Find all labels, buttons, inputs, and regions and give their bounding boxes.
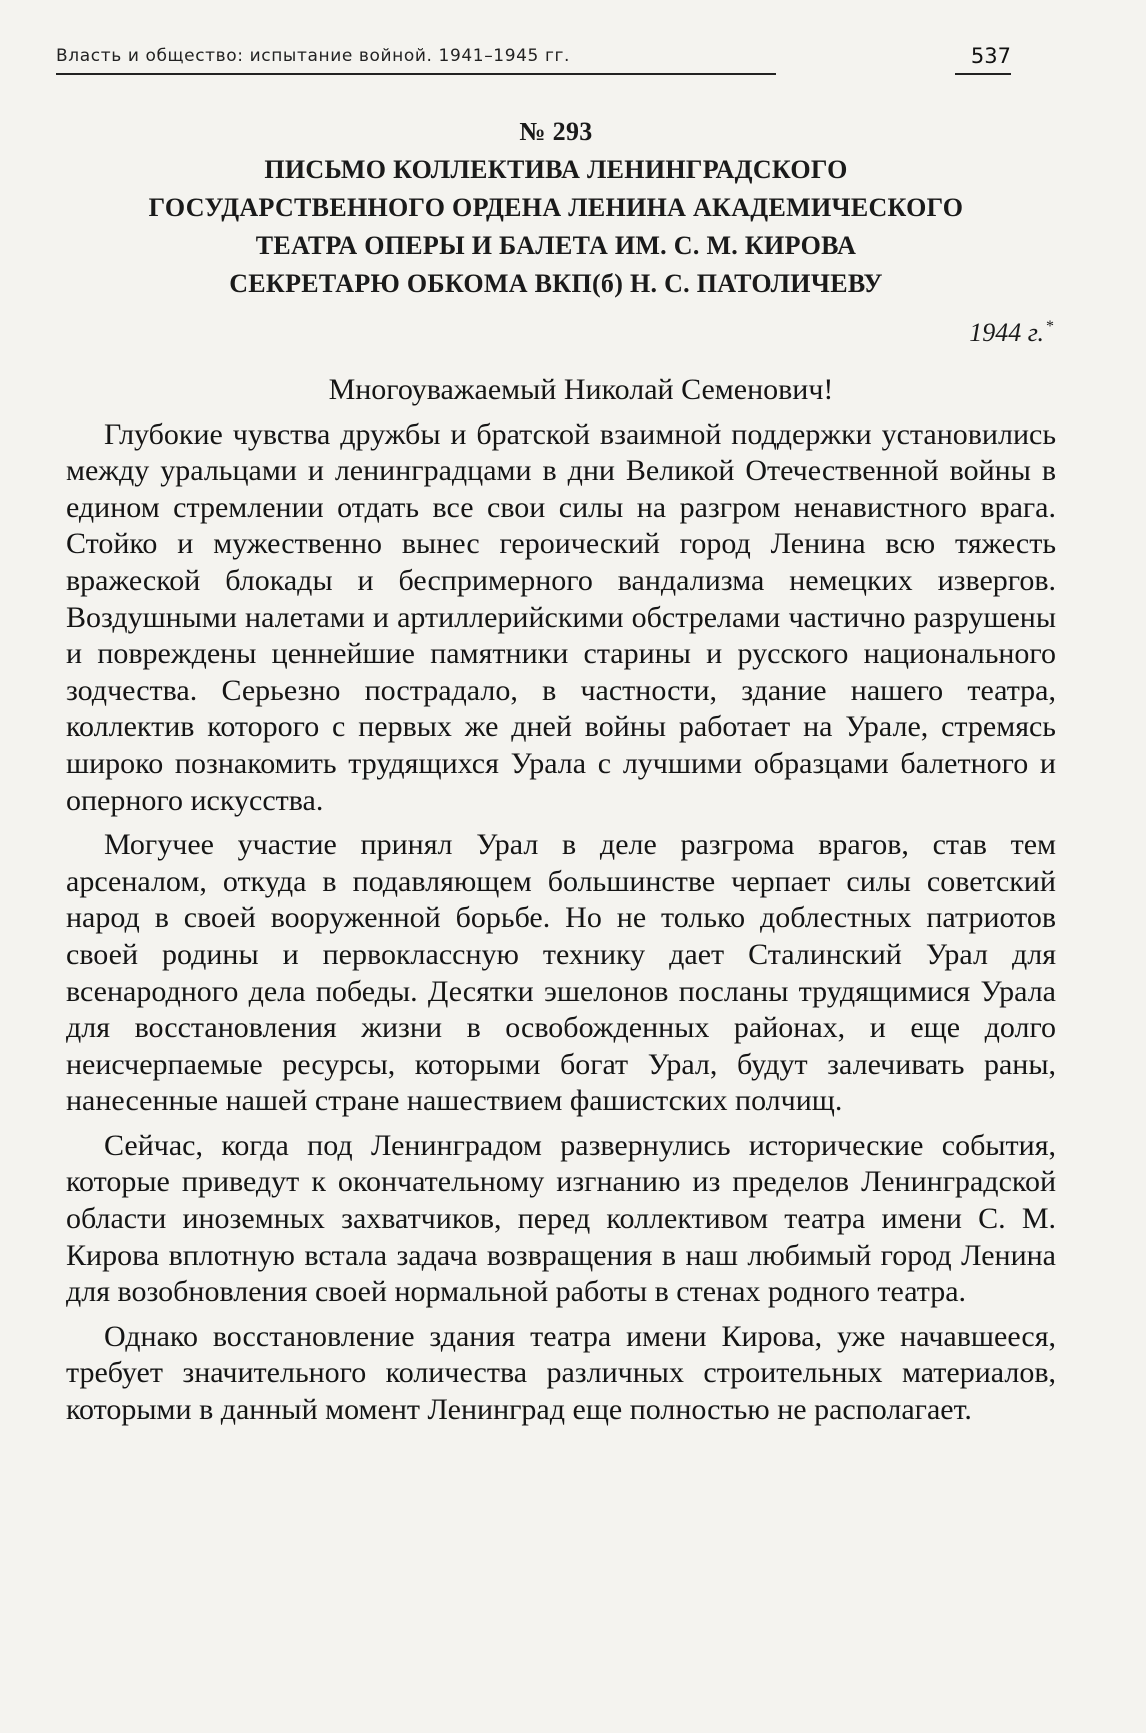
document-date: 1944 г. [969,318,1044,347]
letter-paragraph: Глубокие чувства дружбы и братской взаимной поддержки установились между уральцами и ленинградцами в дни Великой Отечественной войны в едином стремлении отдать все свои силы на разгром ненавистного врага. Стойко и мужественно вынес героический город Ленина всю тяжесть вражеской блокады и беспримерного вандализма немецких извергов. Воздушными налетами и артиллерийскими обстрелами частично разрушены и повреждены ценнейшие памятники старины и русского национального зодчества. Серьезно пострадало, в частности, здание нашего театра, коллектив которого с первых же дней войны работает на Урале, стремясь широко познакомить трудящихся Урала с лучшими образцами балетного и оперного искусства. [66,417,1056,817]
letter-body [66,372,1056,1437]
document-title-line: ТЕАТРА ОПЕРЫ И БАЛЕТА ИМ. С. М. КИРОВА [255,231,857,260]
letter-paragraph: Могучее участие принял Урал в деле разгрома врагов, став тем арсеналом, откуда в подавляющем большинстве черпает силы советский народ в своей вооруженной борьбе. Но не только доблестных патриотов своей родины и первоклассную технику дает Сталинский Урал для всенародного дела победы. Десятки эшелонов посланы трудящимися Урала для восстановления жизни в освобожденных районах, и еще долго неисчерпаемые ресурсы, которыми богат Урал, будут залечивать раны, нанесенные нашей стране нашествием фашистских полчищ. [66,828,1056,1118]
running-header [56,44,1011,76]
page-number: 537 [970,44,1011,68]
document-heading [56,113,1056,303]
document-title-line: ГОСУДАРСТВЕННОГО ОРДЕНА ЛЕНИНА АКАДЕМИЧЕСКОГО [148,193,964,222]
document-title-line: СЕКРЕТАРЮ ОБКОМА ВКП(б) Н. С. ПАТОЛИЧЕВУ [229,269,883,298]
salutation: Многоуважаемый Николай Семенович! [328,373,834,406]
letter-paragraph: Однако восстановление здания театра имени Кирова, уже начавшееся, требует значительного количества различных строительных материалов, которыми в данный момент Ленинград еще полностью не располагает. [66,1319,1056,1427]
running-title: Власть и общество: испытание войной. 1941–1945 гг. [56,46,571,66]
document-number: № 293 [519,117,593,146]
header-rule [56,73,776,75]
footnote-mark: * [1046,318,1054,335]
letter-paragraph: Сейчас, когда под Ленинградом развернулись исторические события, которые приведут к окончательному изгнанию из пределов Ленинградской области иноземных захватчиков, перед коллективом театра имени С. М. Кирова вплотную встала задача возвращения в наш любимый город Ленина для возобновления своей нормальной работы в стенах родного театра. [66,1128,1056,1309]
page-number-rule [955,73,1011,75]
document-title-line: ПИСЬМО КОЛЛЕКТИВА ЛЕНИНГРАДСКОГО [264,155,848,184]
document-date-block [969,318,1054,348]
